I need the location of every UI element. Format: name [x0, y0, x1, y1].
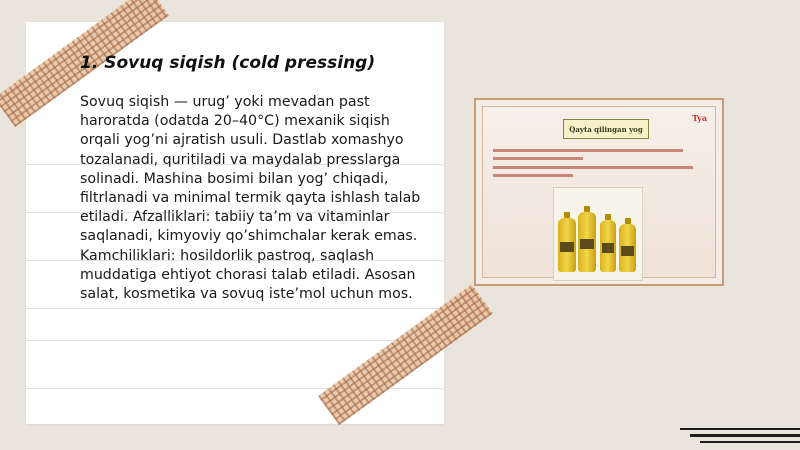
- oil-bottle: [558, 218, 576, 272]
- decorative-line: [680, 428, 800, 430]
- oil-bottle: [578, 212, 596, 272]
- section-heading: 1. Sovuq siqish (cold pressing): [80, 53, 376, 73]
- paper-rule: [26, 340, 444, 341]
- embedded-text-line: [493, 174, 573, 177]
- embedded-slide-title: Qayta qilingan yog: [563, 119, 649, 139]
- decorative-line: [700, 441, 800, 443]
- paper-rule: [26, 308, 444, 309]
- embedded-text-line: [493, 149, 683, 152]
- embedded-text-line: [493, 157, 583, 160]
- decorative-line: [690, 434, 800, 437]
- embedded-text-line: [493, 166, 693, 169]
- oil-bottles-photo: [553, 187, 643, 281]
- oil-bottle: [600, 220, 616, 272]
- section-body-text: Sovuq siqish — urug’ yoki mevadan past haroratda (odatda 20–40°C) mexanik siqish orqali yog’ni ajratish usuli. Dastlab xomashyo tozalanadi, quritiladi va maydalab presslarga solinadi. Mashina bosimi bilan yog’ chiqadi, filtrlanadi va minimal termik qayta ishlash talab etiladi. Afzalliklari: tabiiy ta’m va vitaminlar saqlanadi, kimyoviy qo’shimchalar kerak emas. Kamchiliklari: hosildorlik pastroq, saqlash muddatiga ehtiyot chorasi talab etiladi. Asosan salat, kosmetika va sovuq iste’mol uchun mos.: [80, 94, 421, 303]
- embedded-slide-logo: Tya: [692, 113, 707, 123]
- embedded-slide-frame: [482, 106, 716, 278]
- oil-bottle: [619, 224, 636, 272]
- embedded-slide-image: [474, 98, 724, 286]
